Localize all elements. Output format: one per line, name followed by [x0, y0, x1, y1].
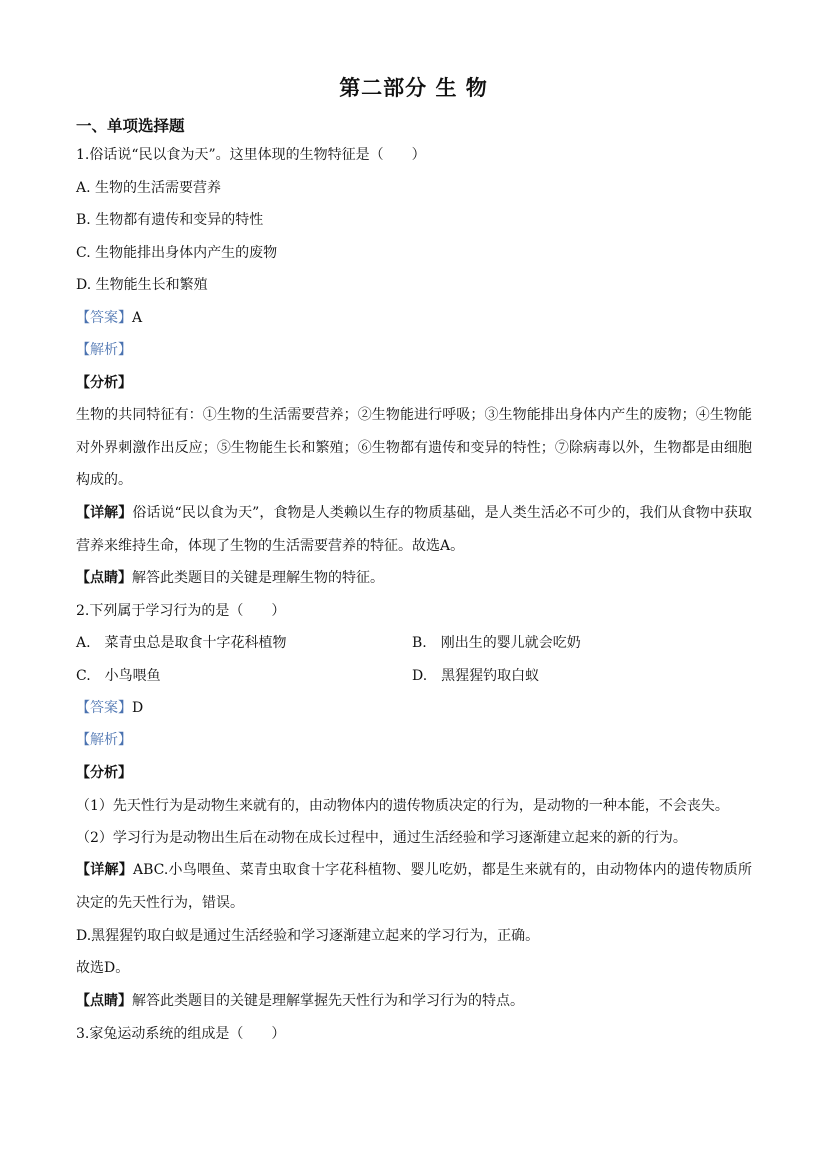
- q2-option-c: C. 小鸟喂鱼: [76, 668, 161, 684]
- q1-option-d: D. 生物能生长和繁殖: [76, 277, 208, 293]
- q2-fenxi-2: （2）学习行为是动物出生后在动物在成长过程中，通过生活经验和学习逐渐建立起来的新的行为。: [76, 830, 687, 846]
- q2-fenxi-label: 【分析】: [76, 765, 132, 781]
- answer-value: A: [132, 310, 143, 326]
- detail-label: 【详解】: [76, 862, 133, 878]
- q2-fenxi-1: （1）先天性行为是动物生来就有的，由动物体内的遗传物质决定的行为，是动物的一种本能，不会丧失。: [76, 798, 729, 814]
- detail-text: ABC.小鸟喂鱼、菜青虫取食十字花科植物、婴儿吃奶，都是生来就有的，由动物体内的遗传物质所决定的先天性行为，错误。: [76, 862, 752, 911]
- q1-tip: [76, 568, 384, 588]
- tip-label: 【点睛】: [76, 570, 132, 586]
- tip-label: 【点睛】: [76, 993, 132, 1009]
- q2-option-b: B. 刚出生的婴儿就会吃奶: [412, 635, 581, 651]
- q1-question: 1.俗话说“民以食为天”。这里体现的生物特征是（ ）: [76, 147, 426, 163]
- q2-detail: [76, 854, 752, 919]
- q1-option-b: B. 生物都有遗传和变异的特性: [76, 212, 264, 228]
- q2-analysis-label: 【解析】: [76, 732, 132, 748]
- detail-label: 【详解】: [76, 505, 133, 521]
- q1-detail: [76, 497, 752, 562]
- tip-text: 解答此类题目的关键是理解掌握先天性行为和学习行为的特点。: [132, 993, 524, 1009]
- q1-fenxi-label: 【分析】: [76, 375, 132, 391]
- answer-label: 【答案】: [76, 310, 132, 326]
- page-title: 第二部分 生 物: [339, 76, 488, 100]
- answer-value: D: [132, 700, 144, 716]
- q2-option-d: D. 黑猩猩钓取白蚁: [412, 668, 540, 684]
- detail-text: 俗话说“民以食为天”，食物是人类赖以生存的物质基础，是人类生活必不可少的，我们从食物中获取营养来维持生命，体现了生物的生活需要营养的特征。故选A。: [76, 505, 753, 554]
- tip-text: 解答此类题目的关键是理解生物的特征。: [132, 570, 384, 586]
- q1-option-a: A. 生物的生活需要营养: [76, 180, 222, 196]
- q1-fenxi-text: 生物的共同特征有：①生物的生活需要营养；②生物能进行呼吸；③生物能排出身体内产生的废物；④生物能对外界刺激作出反应；⑤生物能生长和繁殖；⑥生物都有遗传和变异的特性；⑦除病毒以外，生物都是由细胞构成的。: [76, 407, 752, 488]
- q2-detail-d: D.黑猩猩钓取白蚁是通过生活经验和学习逐渐建立起来的学习行为，正确。: [76, 928, 540, 944]
- q2-option-a: A. 菜青虫总是取食十字花科植物: [76, 635, 287, 651]
- section-heading: 一、单项选择题: [76, 117, 185, 135]
- q3-question: 3.家兔运动系统的组成是（ ）: [76, 1026, 286, 1042]
- q2-question: 2.下列属于学习行为的是（ ）: [76, 603, 286, 619]
- q1-option-c: C. 生物能排出身体内产生的废物: [76, 245, 278, 261]
- answer-label: 【答案】: [76, 700, 132, 716]
- q2-tip: [76, 991, 524, 1011]
- q2-answer: [76, 698, 143, 718]
- q1-analysis-label: 【解析】: [76, 342, 132, 358]
- q2-conclusion: 故选D。: [76, 960, 130, 976]
- q1-answer: [76, 308, 142, 328]
